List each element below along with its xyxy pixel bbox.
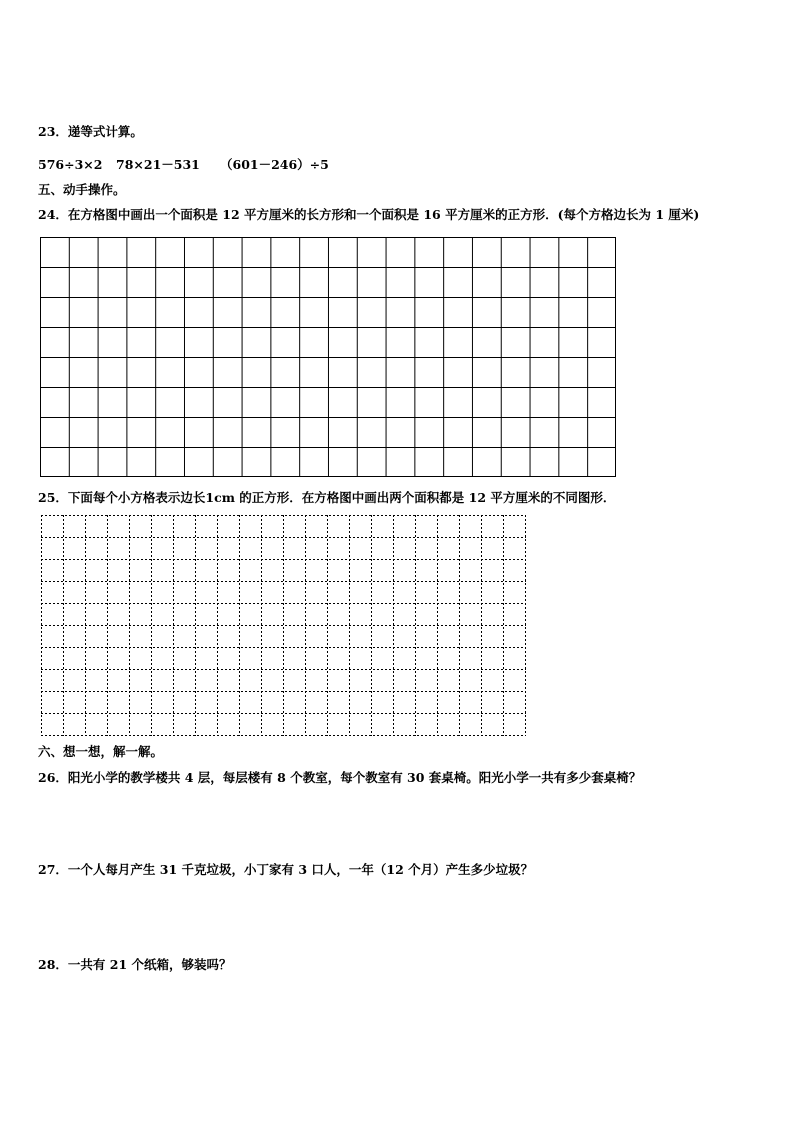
section-5-heading: 五、动手操作。 — [38, 182, 126, 197]
question-25-title: 25．下面每个小方格表示边长1cm 的正方形．在方格图中画出两个面积都是 12 平方厘米的不同图形． — [38, 490, 616, 505]
question-24-title: 24．在方格图中画出一个面积是 12 平方厘米的长方形和一个面积是 16 平方厘米的正方形．(每个方格边长为 1 厘米) — [38, 207, 700, 222]
question-23-expressions — [38, 157, 329, 173]
question-26: 26．阳光小学的教学楼共 4 层，每层楼有 8 个教室，每个教室有 30 套桌椅。阳光小学一共有多少套桌椅？ — [38, 770, 642, 785]
solid-square-grid[interactable] — [40, 237, 616, 477]
question-28: 28．一共有 21 个纸箱，够装吗？ — [38, 957, 232, 972]
expression-2: 78×21－531 — [116, 157, 200, 172]
expression-3: （601－246）÷5 — [220, 157, 329, 172]
expression-1: 576÷3×2 — [38, 157, 103, 172]
section-6-heading: 六、想一想，解一解。 — [38, 744, 164, 759]
question-23-title: 23．递等式计算。 — [38, 124, 143, 139]
question-27: 27．一个人每月产生 31 千克垃圾，小丁家有 3 口人，一年（12 个月）产生多少垃圾？ — [38, 862, 534, 877]
dashed-square-grid[interactable] — [41, 515, 526, 736]
